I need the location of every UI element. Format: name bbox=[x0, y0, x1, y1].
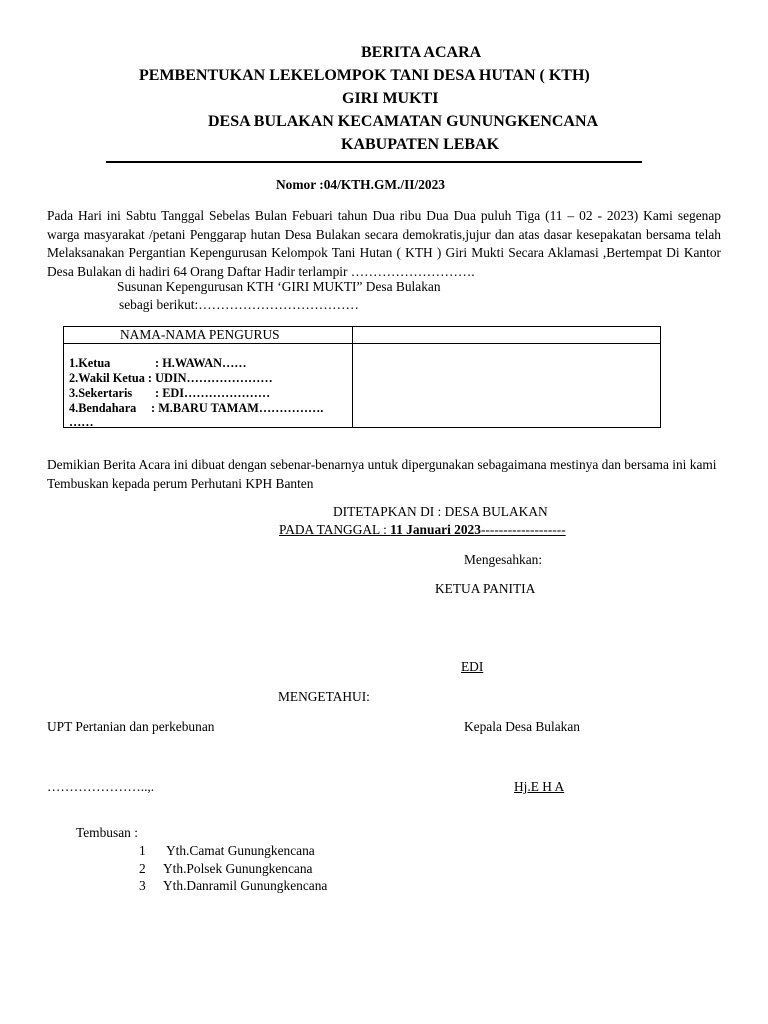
doc-title: BERITA ACARA bbox=[361, 44, 482, 61]
list-item bbox=[139, 878, 327, 894]
table-cell-empty bbox=[353, 344, 661, 428]
berikut-line: sebagi berikut:……………………………… bbox=[119, 297, 359, 312]
table-row bbox=[69, 356, 247, 371]
doc-subtitle: PEMBENTUKAN LEKELOMPOK TANI DESA HUTAN ( KTH) bbox=[139, 67, 590, 84]
document-number: Nomor :04/KTH.GM./II/2023 bbox=[276, 177, 445, 192]
list-item-number: 2 bbox=[139, 861, 146, 876]
kades-name: Hj.E H A bbox=[514, 779, 565, 794]
role-separator: : bbox=[147, 371, 153, 385]
role-label: 3.Sekertaris bbox=[69, 386, 133, 400]
member-name: EDI………………… bbox=[162, 386, 271, 400]
role-label: 4.Bendahara bbox=[69, 401, 137, 415]
list-item-number: 3 bbox=[139, 878, 146, 893]
list-item-text: Yth.Danramil Gunungkencana bbox=[163, 878, 328, 893]
mengesahkan-label: Mengesahkan: bbox=[464, 552, 543, 567]
role-label: 1.Ketua bbox=[69, 356, 111, 370]
list-item-text: Yth.Polsek Gunungkencana bbox=[163, 861, 313, 876]
role-separator: : bbox=[155, 386, 160, 400]
table-row-overflow: …… bbox=[69, 415, 94, 429]
upt-name: …………………..,. bbox=[47, 779, 155, 794]
member-name: H.WAWAN…… bbox=[162, 356, 247, 370]
list-item-number: 1 bbox=[139, 843, 146, 858]
table-row bbox=[69, 371, 273, 386]
tanggal-line bbox=[279, 522, 566, 538]
header-divider bbox=[106, 161, 642, 163]
tanggal-value: 11 Januari 2023 bbox=[390, 522, 481, 537]
list-item bbox=[139, 861, 313, 877]
kades-title: Kepala Desa Bulakan bbox=[464, 719, 581, 734]
list-item bbox=[139, 843, 315, 859]
table-row bbox=[69, 386, 270, 401]
tanggal-prefix: PADA TANGGAL : bbox=[279, 522, 391, 537]
intro-paragraph: Pada Hari ini Sabtu Tanggal Sebelas Bulan Febuari tahun Dua ribu Dua Dua puluh Tiga (11 – 02 - 2023) Kami segenap warga masyarakat /petani Penggarap hutan Desa Bulakan secara demokratis,jujur dan atas dasar kesepakatan bersama telah Melaksanakan Pergantian Kepengurusan Kelompok Tani Hutan ( KTH ) Giri Mukti Secara Aklamasi ,Bertempat Di Kantor Desa Bulakan di hadiri 64 Orang Daftar Hadir terlampir ………………………. bbox=[47, 208, 721, 279]
group-name: GIRI MUKTI bbox=[342, 90, 439, 107]
village-district: DESA BULAKAN KECAMATAN GUNUNGKENCANA bbox=[208, 113, 599, 130]
regency: KABUPATEN LEBAK bbox=[341, 136, 500, 153]
mengetahui-label: MENGETAHUI: bbox=[278, 689, 370, 704]
table-header-label: NAMA-NAMA PENGURUS bbox=[120, 327, 280, 342]
tembusan-label: Tembusan : bbox=[76, 825, 138, 840]
table-header-left bbox=[64, 327, 353, 344]
table-row bbox=[69, 401, 323, 416]
upt-title: UPT Pertanian dan perkebunan bbox=[47, 719, 215, 734]
ditetapkan-label: DITETAPKAN DI : DESA BULAKAN bbox=[333, 504, 548, 519]
closing-paragraph: Demikian Berita Acara ini dibuat dengan sebenar-benarnya untuk dipergunakan sebagaimana mestinya dan bersama ini kami Tembuskan kepada perum Perhutani KPH Banten bbox=[47, 457, 717, 491]
susunan-line: Susunan Kepengurusan KTH ‘GIRI MUKTI” Desa Bulakan bbox=[117, 279, 441, 294]
pengurus-table bbox=[63, 326, 661, 428]
role-label: 2.Wakil Ketua bbox=[69, 371, 145, 385]
list-item-text: Yth.Camat Gunungkencana bbox=[166, 843, 315, 858]
tanggal-suffix: ------------------- bbox=[480, 522, 566, 537]
member-name: M.BARU TAMAM……………. bbox=[158, 401, 324, 415]
role-separator: : bbox=[155, 356, 160, 370]
table-cell-names bbox=[64, 344, 353, 428]
table-header-right bbox=[353, 327, 661, 344]
ketua-panitia-name: EDI bbox=[461, 659, 484, 674]
role-separator: : bbox=[151, 401, 156, 415]
ketua-panitia-title: KETUA PANITIA bbox=[435, 581, 536, 596]
member-name: UDIN………………… bbox=[155, 371, 273, 385]
